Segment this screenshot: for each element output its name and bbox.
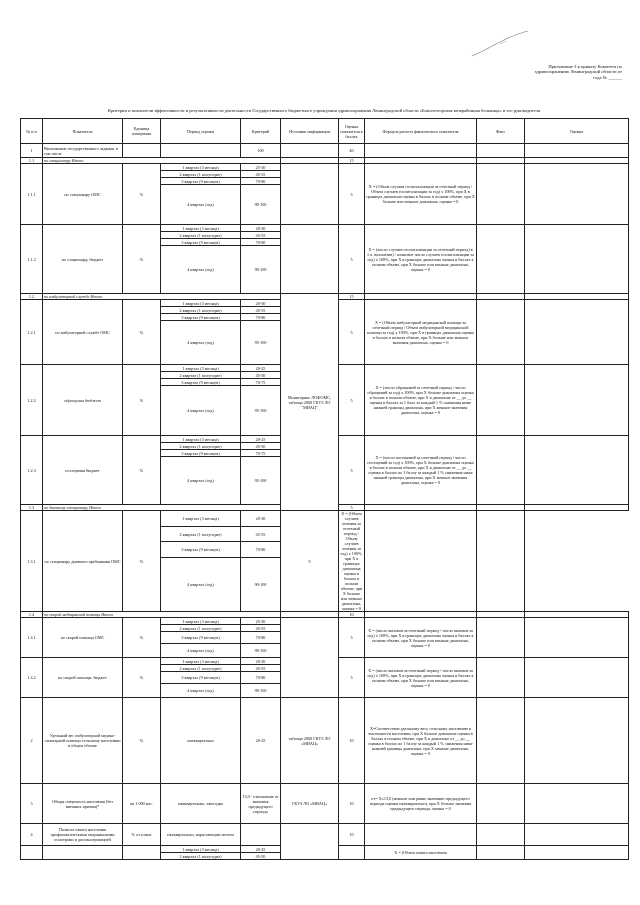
period-q4: 4 квартал (год) xyxy=(161,246,241,294)
row-indicator: Полнота охвата населения профилактическими медицинскими осмотрами и диспансеризацией xyxy=(43,824,123,846)
criterion-q4: 90-100 xyxy=(241,684,281,698)
criterion-q2: 45-55 xyxy=(241,307,281,314)
criterion-q3: 70-80 xyxy=(241,632,281,644)
row-period: ежеквартально xyxy=(161,698,241,784)
row-score: 5 xyxy=(339,618,365,658)
criterion-q4: 90-100 xyxy=(241,558,281,612)
criterion-q2: 45-50 xyxy=(241,443,281,450)
criterion-q3: 70-75 xyxy=(241,450,281,457)
row-num: 1.2 xyxy=(21,294,43,300)
period-q1: 1 квартал (3 месяца) xyxy=(161,300,241,307)
row-indicator: по амбулаторной службе Итого xyxy=(43,294,281,300)
row-indicator: обращения бюджет xyxy=(43,365,123,436)
row-score: 5 xyxy=(339,300,365,365)
row-unit: % xyxy=(123,618,161,658)
col-header-score: Оценка показателя в баллах xyxy=(339,119,365,144)
row-indicator: по скорой помощи ОМС xyxy=(43,618,123,658)
row-indicator: Общая смертность населения (без внешних причин)* xyxy=(43,784,123,824)
row-num: 1.4 xyxy=(21,612,43,618)
row-score: 5 xyxy=(339,164,365,225)
period-q1: 1 квартал (3 месяца) xyxy=(161,436,241,443)
col-header-source: Источник информации xyxy=(281,119,339,144)
criterion-q1: 25-30 xyxy=(241,164,281,171)
table-row xyxy=(21,144,629,158)
row-unit: % xyxy=(123,365,161,436)
row-formula: Х = (число случаев госпитализации за отчетный период (в т.ч. паллиатив) / плановое число случаев госпитализации за год) х 100%, при Х в границах диапазона оценка в баллах в полном объеме, при Х больше или меньше диапазона, оценка = 0 xyxy=(365,225,477,294)
period-q4: 4 квартал (год) xyxy=(161,321,241,365)
signature-mark xyxy=(470,30,530,60)
row-unit: % xyxy=(123,436,161,505)
table-row xyxy=(21,164,629,171)
period-q2: 2 квартал (1 полугодие) xyxy=(161,665,241,672)
row-source: Мониторинг ЛОФОМС, таблица 2000 ГКУЗ ЛО "МИАЦ" xyxy=(281,294,339,511)
criterion-q4: 90-100 xyxy=(241,185,281,225)
period-q4: 4 квартал (год) xyxy=(161,457,241,505)
row-unit: % от плана xyxy=(123,824,161,846)
row-indicator: по стационару Итого xyxy=(43,158,281,164)
row-num: 1.4.1 xyxy=(21,618,43,658)
row-unit: % xyxy=(123,698,161,784)
criterion-q2: 45-55 xyxy=(241,526,281,542)
criterion-q1: 20-25 xyxy=(241,846,281,853)
period-q3: 3 квартал (9 месяцев) xyxy=(161,379,241,386)
period-q3: 3 квартал (9 месяцев) xyxy=(161,178,241,185)
row-num: 1.1.1 xyxy=(21,164,43,225)
table-row xyxy=(21,225,629,232)
row-indicator: по амбулаторной службе ОМС xyxy=(43,300,123,365)
row-score: 40 xyxy=(339,144,365,158)
table-row xyxy=(21,511,629,527)
row-source: таблица 2000 ГКУЗ ЛО «МИАЦ» xyxy=(281,698,339,784)
row-score: 10 xyxy=(339,824,365,846)
row-unit: на 1 000 нас. xyxy=(123,784,161,824)
period-q2: 2 квартал (1 полугодие) xyxy=(161,232,241,239)
period-q2: 2 квартал (1 полугодие) xyxy=(161,443,241,450)
row-indicator: по дневному стационару Итого xyxy=(43,505,281,511)
row-formula: Х = (число обращений за отчетный период / число обращений за год) х 100%, при Х больше диапазона оценка в баллах в полном объеме, при Х в диапазоне от __ до __ оценка в баллах за 1 балл за каждый 1 % снижения ниже нижней границы диапазона, при Х меньше значения диапазона, оценка = 0 xyxy=(365,365,477,436)
row-num: 2 xyxy=(21,698,43,784)
period-q3: 3 квартал (9 месяцев) xyxy=(161,632,241,644)
row-indicator: по стационару ОМС xyxy=(43,164,123,225)
criterion-q4: 95-100 xyxy=(241,386,281,436)
criterion-q3: 70-80 xyxy=(241,672,281,684)
row-formula: Х = (число посещений за отчетный период / число посещений за год) х 100%, при Х больше диапазона оценка в баллах в полном объеме, при Х в диапазоне от __ до __ оценка в баллах по 1 баллу за каждый 1 % снижения ниже нижней границы диапазона, при Х меньше значения диапазона, оценка = 0 xyxy=(365,436,477,505)
row-indicator: Выполнение государственного задания, в том числе xyxy=(43,144,123,158)
row-score: 5 xyxy=(281,511,339,612)
col-header-unit: Единица измерения xyxy=(123,119,161,144)
period-q1: 1 квартал (3 месяца) xyxy=(161,225,241,232)
period-q2: 2 квартал (1 полугодие) xyxy=(161,853,241,860)
period-q2: 2 квартал (1 полугодие) xyxy=(161,526,241,542)
period-q3: 3 квартал (9 месяцев) xyxy=(161,450,241,457)
row-indicator: Удельный вес амбулаторной медико-санитарной помощи сельскому населению в общем объеме xyxy=(43,698,123,784)
criterion-q1: 20-25 xyxy=(241,436,281,443)
criterion-q1: 20-30 xyxy=(241,658,281,665)
row-indicator: по стационару, бюджет xyxy=(43,225,123,294)
row-formula: Х = (число вызовов за отчетный период / число вызовов за год) х 100%, при Х в границах диапазона оценка в баллах в полном объеме, при Х больше или меньше диапазона, оценка = 0 xyxy=(365,658,477,698)
row-score: 5 xyxy=(339,658,365,698)
row-formula: Х = (Объем случаев лечения за отчетный период / Объем случаев лечения за год) х 100%, при Х в границах диапазона оценка в баллах в полном объеме, при Х больше или меньше диапазона, оценка = 0 xyxy=(340,511,363,611)
row-num: 1.2.1 xyxy=(21,300,43,365)
row-formula: Х = (число вызовов за отчетный период / число вызовов за год) х 100%, при Х в границах диапазона оценка в баллах в полном объеме, при Х больше или меньше диапазона, оценка = 0 xyxy=(365,618,477,658)
row-criterion: 20-25 xyxy=(241,698,281,784)
col-header-num: № п/п xyxy=(21,119,43,144)
row-criterion: 13,0 - отклонение от значения предыдущего периода xyxy=(241,784,281,824)
period-q3: 3 квартал (9 месяцев) xyxy=(161,239,241,246)
row-num: 1.1 xyxy=(21,158,43,164)
period-q2: 2 квартал (1 полугодие) xyxy=(161,171,241,178)
row-num: 1.4.2 xyxy=(21,658,43,698)
approval-header xyxy=(472,64,622,80)
col-header-fact: Факт xyxy=(477,119,525,144)
period-q4: 4 квартал (год) xyxy=(161,558,241,612)
row-score: 5 xyxy=(339,505,365,511)
row-criterion: 100 xyxy=(241,144,281,158)
criterion-q2: 45-50 xyxy=(241,853,281,860)
row-indicator: по стационару дневного пребывания ОМС xyxy=(43,511,123,612)
period-q2: 2 квартал (1 полугодие) xyxy=(161,625,241,632)
criterion-q2: 45-50 xyxy=(241,372,281,379)
criterion-q3: 70-80 xyxy=(241,542,281,558)
period-q3: 3 квартал (9 месяцев) xyxy=(161,672,241,684)
criteria-table xyxy=(20,118,629,860)
row-score: 15 xyxy=(339,294,365,300)
row-formula: от= Х≤13,0 (меньше или равно значению предыдущего периода оценки ежеквартально), при Х больше значения предыдущего периода, оценка = 0 xyxy=(365,784,477,824)
table-row xyxy=(21,618,629,625)
period-q1: 1 квартал (3 месяца) xyxy=(161,846,241,853)
row-num: 1.3.1 xyxy=(21,511,43,612)
row-num: 1.2.2 xyxy=(21,365,43,436)
criterion-q2: 45-55 xyxy=(241,625,281,632)
approval-line-2: здравоохранению Ленинградской области от xyxy=(534,69,622,75)
period-q4: 4 квартал (год) xyxy=(161,386,241,436)
period-q1: 1 квартал (3 месяца) xyxy=(161,618,241,625)
criterion-q1: 20-25 xyxy=(241,365,281,372)
row-num: 1.1.2 xyxy=(21,225,43,294)
criterion-q4: 95-100 xyxy=(241,457,281,505)
table-header-row xyxy=(21,119,629,144)
row-score: 5 xyxy=(339,436,365,505)
row-formula: Х=Соответствие удельному весу сельскому населению в численности населения, при Х больше диапазона оценка в баллах в полном объеме, при Х в диапазоне от __ до __ оценка в баллах по 1 баллу за каждый 1 % снижения ниже нижней границы диапазона, при Х меньше диапазона, оценка = 0 xyxy=(365,698,477,784)
row-score: 5 xyxy=(339,225,365,294)
criterion-q2: 45-55 xyxy=(241,665,281,672)
period-q1: 1 квартал (3 месяца) xyxy=(161,511,241,527)
criterion-q2: 45-55 xyxy=(241,171,281,178)
row-unit: % xyxy=(123,511,161,612)
col-header-criterion: Критерий xyxy=(241,119,281,144)
row-indicator: по скорой помощи, бюджет xyxy=(43,658,123,698)
row-score: 10 xyxy=(339,698,365,784)
row-num: 1.2.3 xyxy=(21,436,43,505)
row-indicator: посещения бюджет xyxy=(43,436,123,505)
row-score: 15 xyxy=(339,158,365,164)
row-unit: % xyxy=(123,164,161,225)
col-header-evaluation: Оценка xyxy=(525,119,629,144)
approval-line-1: Приложение 3 к приказу Комитета по xyxy=(548,64,622,69)
criterion-q4: 95-100 xyxy=(241,321,281,365)
criterion-q1: 20-30 xyxy=(241,300,281,307)
period-q2: 2 квартал (1 полугодие) xyxy=(161,307,241,314)
row-formula: Х = (Объем охвата населения xyxy=(365,846,477,860)
row-period: ежеквартально, ежегодно xyxy=(161,784,241,824)
period-q1: 1 квартал (3 месяца) xyxy=(161,164,241,171)
row-period: ежеквартально, нарастающим итогом xyxy=(161,824,241,846)
row-num: 1 xyxy=(21,144,43,158)
row-indicator: по скорой медицинской помощи Итого xyxy=(43,612,281,618)
criterion-q3: 70-80 xyxy=(241,239,281,246)
row-num: 1.3 xyxy=(21,505,43,511)
row-score: 10 xyxy=(339,612,365,618)
period-q1: 1 квартал (3 месяца) xyxy=(161,658,241,665)
row-num: 4 xyxy=(21,824,43,846)
col-header-period: Период оценки xyxy=(161,119,241,144)
period-q4: 4 квартал (год) xyxy=(161,185,241,225)
table-row xyxy=(21,824,629,846)
page-title: Критерии и показатели эффективности и результативности деятельности Государственного бюджетного учреждения здравоохранения Ленинградской области «Бокситогорская межрайонная больница» и его руководителя xyxy=(107,108,541,113)
row-score: 10 xyxy=(339,784,365,824)
table-row xyxy=(21,698,629,784)
row-formula: Х = (Объем амбулаторной медицинской помощи за отчетный период / Объем амбулаторной медицинской помощи за год) х 100%, при Х в границах диапазона оценка в баллах в полном объеме, при Х больше или меньше значения диапазона, оценка = 0 xyxy=(365,300,477,365)
criterion-q1: 25-30 xyxy=(241,618,281,625)
period-q3: 3 квартал (9 месяцев) xyxy=(161,314,241,321)
col-header-indicator: Показатель xyxy=(43,119,123,144)
period-q1: 1 квартал (3 месяца) xyxy=(161,365,241,372)
approval-line-3: года № ______ xyxy=(593,74,622,80)
criterion-q3: 70-80 xyxy=(241,314,281,321)
row-unit: % xyxy=(123,225,161,294)
criterion-q3: 70-80 xyxy=(241,178,281,185)
period-q4: 4 квартал (год) xyxy=(161,684,241,698)
criterion-q1: 20-30 xyxy=(241,225,281,232)
row-source: ГКУЗ ЛО «МИАЦ» xyxy=(281,784,339,824)
period-q3: 3 квартал (9 месяцев) xyxy=(161,542,241,558)
row-formula: Х = (Объем случаев госпитализации за отчетный период / Объем случаев госпитализации за год) х 100%, при Х в границах диапазона оценка в баллах в полном объеме, при Х больше или меньше диапазона, оценка = 0 xyxy=(365,164,477,225)
criterion-q1: 20-30 xyxy=(241,511,281,527)
col-header-formula: Формула расчета фактического показателя xyxy=(365,119,477,144)
period-q2: 2 квартал (1 полугодие) xyxy=(161,372,241,379)
row-score: 5 xyxy=(339,365,365,436)
criterion-q4: 90-100 xyxy=(241,246,281,294)
table-row xyxy=(21,784,629,824)
row-num: 3 xyxy=(21,784,43,824)
criterion-q3: 70-75 xyxy=(241,379,281,386)
row-unit: % xyxy=(123,658,161,698)
criterion-q4: 90-100 xyxy=(241,644,281,658)
criterion-q2: 45-55 xyxy=(241,232,281,239)
row-unit: % xyxy=(123,300,161,365)
period-q4: 4 квартал (год) xyxy=(161,644,241,658)
